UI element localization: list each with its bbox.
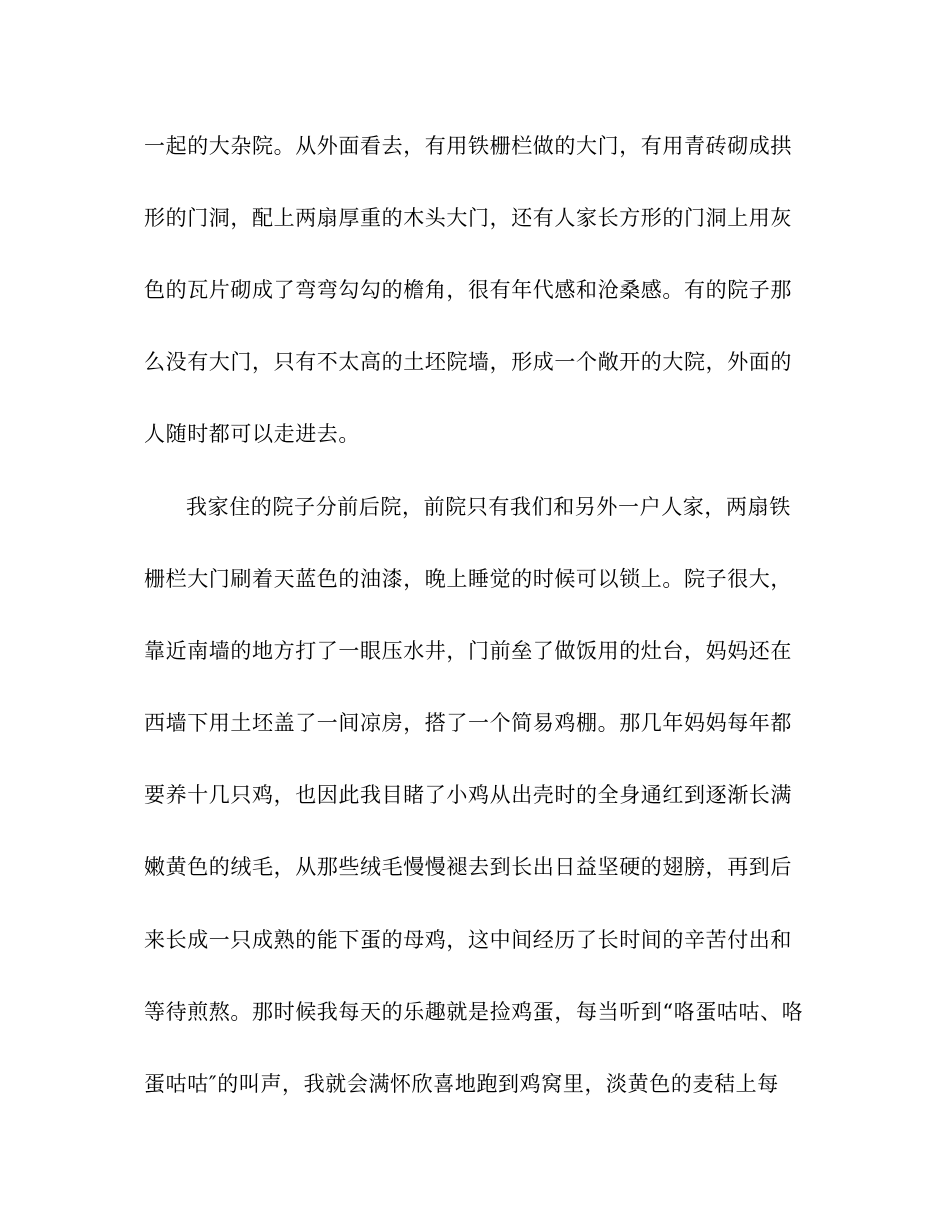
text-line: 一起的大杂院。从外面看去，有用铁栅栏做的大门，有用青砖砌成拱: [144, 134, 792, 158]
text-line: 来长成一只成熟的能下蛋的母鸡，这中间经历了长时间的辛苦付出和: [144, 928, 792, 952]
text-line: 西墙下用土坯盖了一间凉房，搭了一个简易鸡棚。那几年妈妈每年都: [144, 711, 792, 735]
text-line: 人随时都可以走进去。: [144, 422, 360, 446]
text-line: 栅栏大门刷着天蓝色的油漆，晚上睡觉的时候可以锁上。院子很大，: [144, 567, 792, 591]
text-line: 要养十几只鸡，也因此我目睹了小鸡从出壳时的全身通红到逐渐长满: [144, 783, 792, 807]
text-line: 蛋咕咕″的叫声，我就会满怀欣喜地跑到鸡窝里，淡黄色的麦秸上每: [144, 1072, 779, 1096]
paragraph-first-line: 我家住的院子分前后院，前院只有我们和另外一户人家，两扇铁: [186, 495, 791, 519]
text-line: 色的瓦片砌成了弯弯勾勾的檐角，很有年代感和沧桑感。有的院子那: [144, 278, 792, 302]
text-line: 嫩黄色的绒毛，从那些绒毛慢慢褪去到长出日益坚硬的翅膀，再到后: [144, 855, 792, 879]
text-line: 等待煎熬。那时候我每天的乐趣就是捡鸡蛋，每当听到“咯蛋咕咕、咯: [144, 1000, 804, 1024]
text-line: 形的门洞，配上两扇厚重的木头大门，还有人家长方形的门洞上用灰: [144, 206, 792, 230]
text-line: 靠近南墙的地方打了一眼压水井，门前垒了做饭用的灶台，妈妈还在: [144, 639, 792, 663]
text-line: 么没有大门，只有不太高的土坯院墙，形成一个敞开的大院，外面的: [144, 350, 792, 374]
